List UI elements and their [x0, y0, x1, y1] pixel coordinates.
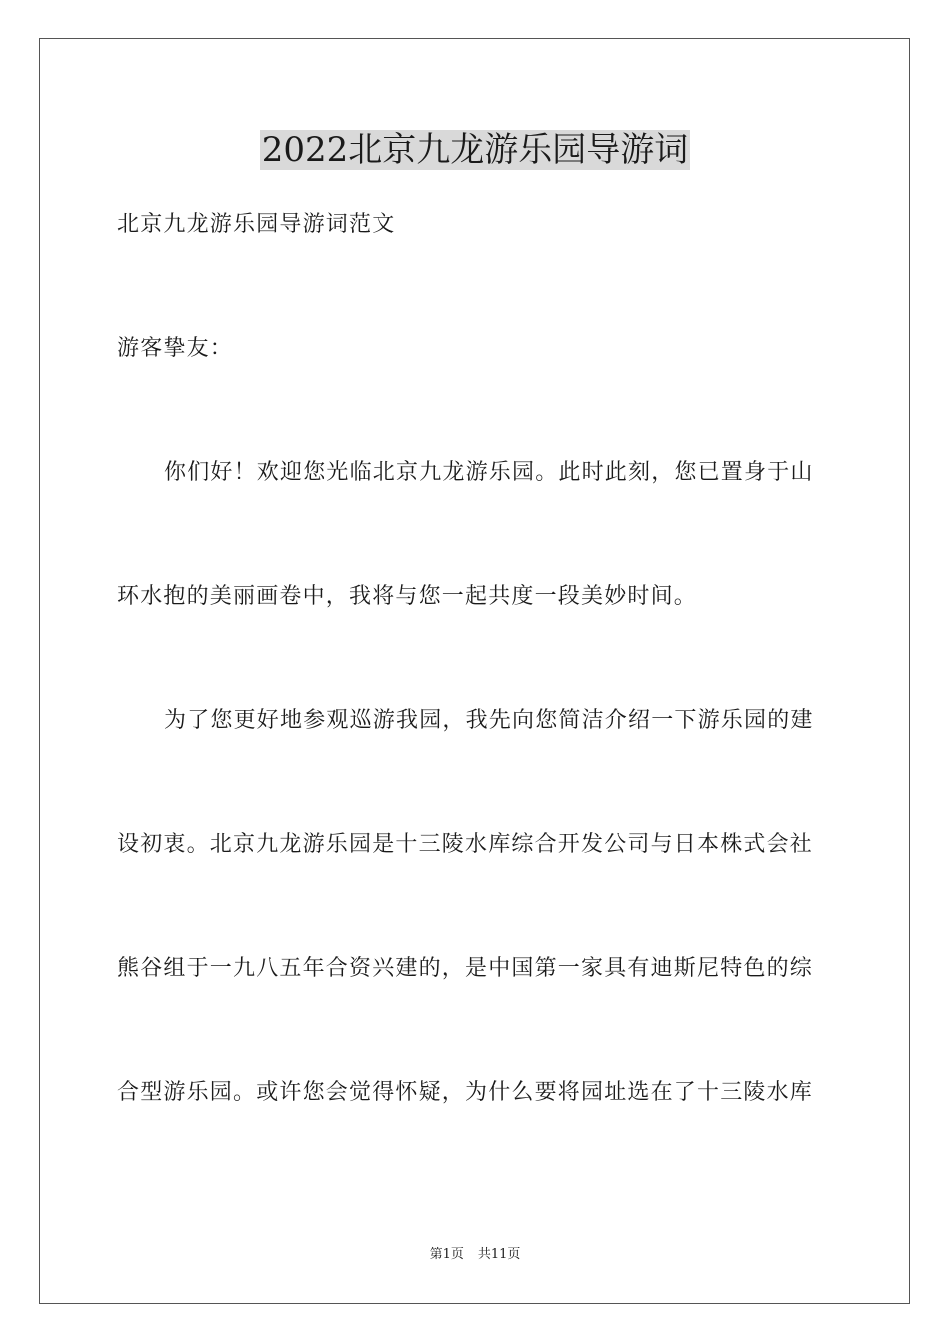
paragraph-line: 为了您更好地参观巡游我园，我先向您简洁介绍一下游乐园的建 — [164, 708, 814, 733]
paragraph-line: 设初衷。北京九龙游乐园是十三陵水库综合开发公司与日本株式会社 — [117, 832, 814, 857]
paragraph-line: 熊谷组于一九八五年合资兴建的，是中国第一家具有迪斯尼特色的综 — [117, 956, 814, 981]
document-title — [0, 128, 950, 172]
paragraph-line: 你们好！欢迎您光临北京九龙游乐园。此时此刻，您已置身于山 — [164, 460, 814, 485]
document-subtitle: 北京九龙游乐园导游词范文 — [117, 212, 396, 237]
page-footer — [0, 1246, 950, 1264]
greeting-line: 游客挚友： — [117, 336, 234, 361]
paragraph-line: 环水抱的美丽画卷中，我将与您一起共度一段美妙时间。 — [117, 584, 698, 609]
paragraph-line: 合型游乐园。或许您会觉得怀疑，为什么要将园址选在了十三陵水库 — [117, 1080, 814, 1105]
page-number-total: 共11页 — [477, 1247, 521, 1262]
page-number-current: 第1页 — [429, 1247, 464, 1262]
document-title-text: 2022北京九龙游乐园导游词 — [261, 130, 689, 170]
